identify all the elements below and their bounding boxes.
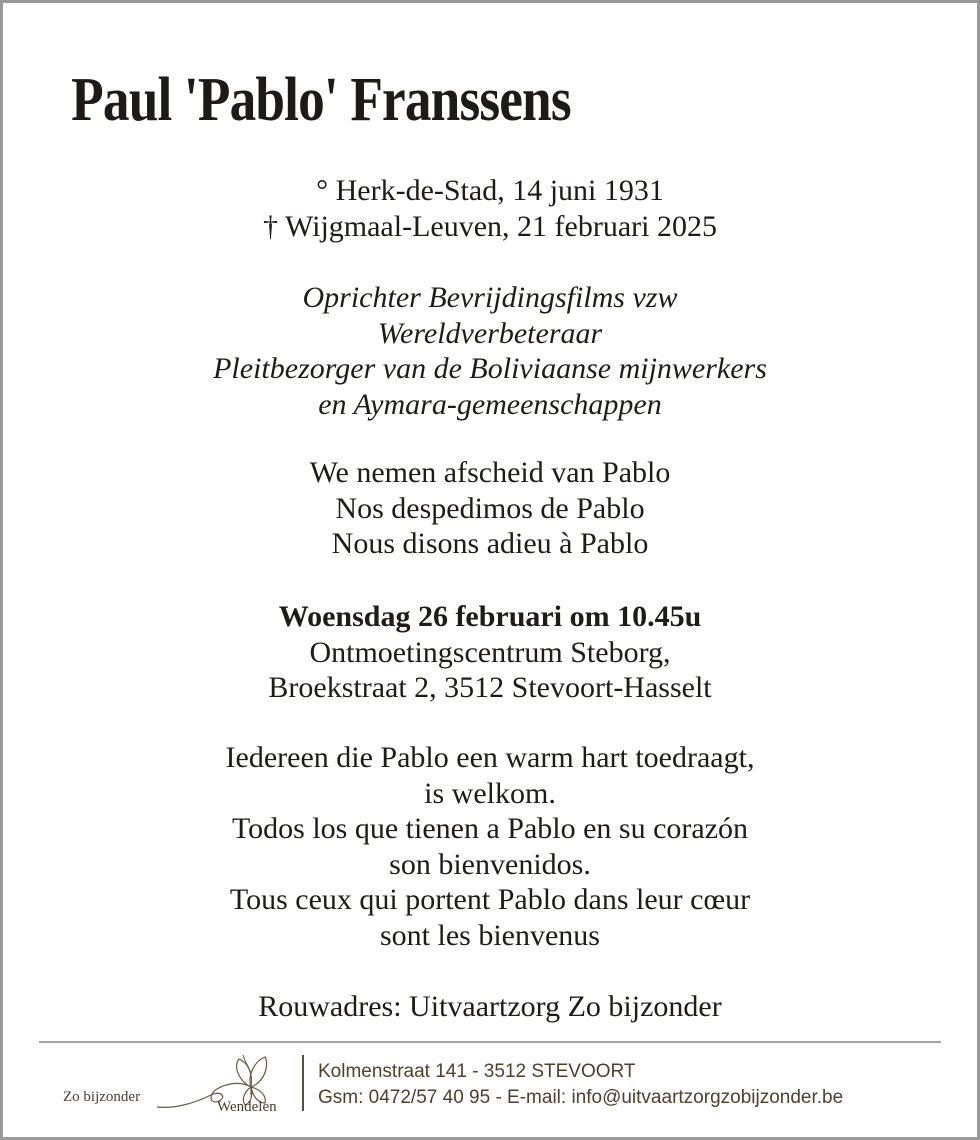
ceremony-block [3,599,977,706]
contact-info [318,1059,843,1111]
welcome-line: Tous ceux qui portent Pablo dans leur cœur [229,883,751,916]
farewell-line: We nemen afscheid van Pablo [309,456,671,489]
birth-line: ° Herk-de-Stad, 14 juni 1931 [316,174,664,207]
role-line: en Aymara-gemeenschappen [318,387,662,421]
welcome-line: Iedereen die Pablo een warm hart toedraagt, [225,741,755,774]
mourning-address: Rouwadres: Uitvaartzorg Zo bijzonder [258,990,722,1023]
welcome-line: son bienvenidos. [389,847,591,881]
welcome-line: Todos los que tienen a Pablo en su corazón [231,812,749,845]
ceremony-venue: Ontmoetingscentrum Steborg, [309,635,671,669]
welcome-block [3,740,977,953]
footer-divider [39,1041,941,1043]
dates-block [3,173,977,244]
farewell-line: Nos despedimos de Pablo [335,491,645,525]
welcome-line: sont les bienvenus [380,918,600,952]
role-line: Pleitbezorger van de Boliviaanse mijnwerkers [213,352,767,385]
funeral-home-contact[interactable]: Gsm: 0472/57 40 95 - E-mail: info@uitvaartzorgzobijzonder.be [318,1087,844,1108]
logo-text-right: Wendelen [217,1099,277,1115]
farewell-block [3,455,977,562]
deceased-name: Paul 'Pablo' Franssens [71,66,571,134]
ceremony-street: Broekstraat 2, 3512 Stevoort-Hasselt [268,671,712,704]
ceremony-datetime: Woensdag 26 februari om 10.45u [278,600,702,633]
role-line: Oprichter Bevrijdingsfilms vzw [302,281,678,314]
mourning-address-block [3,989,977,1025]
farewell-line: Nous disons adieu à Pablo [331,527,649,560]
role-line: Wereldverbeteraar [377,316,603,350]
welcome-line: is welkom. [424,776,556,810]
logo-text-left: Zo bijzonder [63,1089,141,1105]
funeral-home-address: Kolmenstraat 141 - 3512 STEVOORT [318,1061,636,1082]
death-line: † Wijgmaal-Leuven, 21 februari 2025 [263,209,717,243]
roles-block [3,280,977,422]
funeral-home-logo [59,1051,299,1117]
footer-separator [302,1055,304,1111]
